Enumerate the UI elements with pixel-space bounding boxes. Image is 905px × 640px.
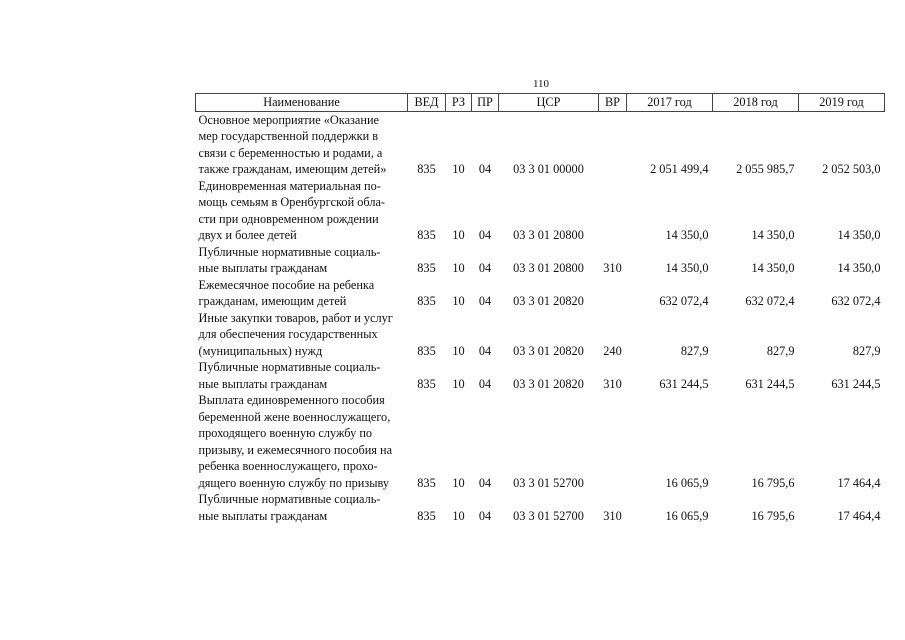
item-name-line: ные выплаты гражданам xyxy=(198,376,328,391)
pr-cell: 04 xyxy=(478,228,492,242)
amount-2017-cell: 16 065,9 xyxy=(665,475,709,490)
header-row xyxy=(196,94,885,112)
pr-cell: 04 xyxy=(478,162,492,176)
ved-cell: 835 xyxy=(417,294,436,308)
amount-2018-cell: 827,9 xyxy=(766,343,795,358)
ved-cell: 835 xyxy=(417,508,436,523)
vr-cell xyxy=(599,111,627,178)
amount-2017-cell: 14 350,0 xyxy=(665,261,709,275)
csr-cell: 03 3 01 20800 xyxy=(513,261,584,275)
csr-cell: 03 3 01 52700 xyxy=(513,475,584,490)
amount-2017-cell: 14 350,0 xyxy=(665,228,709,242)
item-name-cell xyxy=(196,310,408,360)
column-header: 2018 год xyxy=(713,94,799,112)
amount-2017-cell: 631 244,5 xyxy=(659,376,709,391)
rz-cell: 10 xyxy=(452,376,465,391)
csr-cell: 03 3 01 20820 xyxy=(513,294,584,308)
rz-cell: 10 xyxy=(452,508,465,523)
amount-2017-cell: 16 065,9 xyxy=(665,508,709,523)
ved-cell: 835 xyxy=(417,475,436,490)
pr-cell: 04 xyxy=(478,343,492,358)
table-body xyxy=(196,111,885,524)
item-name-line: мер государственной поддержки в xyxy=(198,129,379,143)
table-row xyxy=(196,178,885,244)
item-name-line: двух и более детей xyxy=(198,228,297,242)
amount-2017-cell: 2 051 499,4 xyxy=(650,162,709,176)
table-row xyxy=(196,359,885,392)
table-row xyxy=(196,392,885,491)
item-name-line: Ежемесячное пособие на ребенка xyxy=(198,277,375,292)
ved-cell: 835 xyxy=(417,376,436,391)
item-name-line: призыву, и ежемесячного пособия на xyxy=(198,442,393,457)
rz-cell: 10 xyxy=(452,228,465,242)
amount-2018-cell: 16 795,6 xyxy=(751,475,795,490)
amount-2019-cell: 2 052 503,0 xyxy=(822,162,881,176)
item-name-line: Публичные нормативные социаль- xyxy=(198,244,381,259)
amount-2019-cell: 632 072,4 xyxy=(831,294,881,308)
amount-2017-cell: 632 072,4 xyxy=(659,294,709,308)
amount-2019-cell: 17 464,4 xyxy=(837,508,881,523)
item-name-line: ные выплаты гражданам xyxy=(198,261,328,275)
vr-cell xyxy=(599,277,627,310)
vr-cell: 310 xyxy=(603,376,622,391)
item-name-line: для обеспечения государственных xyxy=(198,327,378,341)
amount-2018-cell: 631 244,5 xyxy=(745,376,795,391)
amount-2019-cell: 14 350,0 xyxy=(837,228,881,242)
amount-2019-cell: 827,9 xyxy=(852,343,881,358)
ved-cell: 835 xyxy=(417,162,436,176)
vr-cell xyxy=(599,178,627,244)
pr-cell: 04 xyxy=(478,475,492,490)
ved-cell: 835 xyxy=(417,343,436,358)
column-header: ВЕД xyxy=(408,94,446,112)
table-row xyxy=(196,111,885,178)
item-name-cell xyxy=(196,277,408,310)
table-row xyxy=(196,244,885,277)
amount-2017-cell: 827,9 xyxy=(680,343,709,358)
amount-2019-cell: 631 244,5 xyxy=(831,376,881,391)
amount-2018-cell: 2 055 985,7 xyxy=(736,162,795,176)
item-name-line: (муниципальных) нужд xyxy=(198,343,323,358)
amount-2018-cell: 16 795,6 xyxy=(751,508,795,523)
page-number: 110 xyxy=(532,78,550,90)
column-header: Наименование xyxy=(196,94,408,112)
pr-cell: 04 xyxy=(478,508,492,523)
pr-cell: 04 xyxy=(478,261,492,275)
csr-cell: 03 3 01 00000 xyxy=(513,162,584,176)
ved-cell: 835 xyxy=(417,261,436,275)
amount-2019-cell: 14 350,0 xyxy=(837,261,881,275)
csr-cell: 03 3 01 52700 xyxy=(513,508,584,523)
item-name-line: Единовременная материальная по- xyxy=(198,178,381,193)
pr-cell: 04 xyxy=(478,294,492,308)
column-header: 2017 год xyxy=(627,94,713,112)
csr-cell: 03 3 01 20820 xyxy=(513,376,584,391)
item-name-line: проходящего военную службу по xyxy=(198,426,373,440)
item-name-line: связи с беременностью и родами, а xyxy=(198,145,383,160)
item-name-line: мощь семьям в Оренбургской обла- xyxy=(198,195,386,209)
column-header: 2019 год xyxy=(799,94,885,112)
column-header: ПР xyxy=(472,94,499,112)
item-name-cell xyxy=(196,392,408,491)
column-header: ВР xyxy=(599,94,627,112)
table-row xyxy=(196,310,885,360)
pr-cell: 04 xyxy=(478,376,492,391)
rz-cell: 10 xyxy=(452,261,465,275)
rz-cell: 10 xyxy=(452,343,465,358)
column-header: РЗ xyxy=(446,94,472,112)
rz-cell: 10 xyxy=(452,294,465,308)
table-row xyxy=(196,491,885,524)
column-header: ЦСР xyxy=(499,94,599,112)
rz-cell: 10 xyxy=(452,162,465,176)
item-name-line: гражданам, имеющим детей xyxy=(198,294,347,308)
amount-2018-cell: 14 350,0 xyxy=(751,261,795,275)
item-name-cell xyxy=(196,178,408,244)
amount-2019-cell: 17 464,4 xyxy=(837,475,881,490)
item-name-line: Выплата единовременного пособия xyxy=(198,393,385,407)
item-name-cell xyxy=(196,359,408,392)
vr-cell: 310 xyxy=(603,508,622,523)
item-name-line: также гражданам, имеющим детей» xyxy=(198,162,387,176)
amount-2018-cell: 14 350,0 xyxy=(751,228,795,242)
item-name-line: ные выплаты гражданам xyxy=(198,508,328,523)
csr-cell: 03 3 01 20800 xyxy=(513,228,584,242)
csr-cell: 03 3 01 20820 xyxy=(513,343,584,358)
item-name-line: ребенка военнослужащего, прохо- xyxy=(198,459,378,473)
item-name-line: дящего военную службу по призыву xyxy=(198,475,390,490)
vr-cell: 240 xyxy=(603,343,622,358)
item-name-line: Публичные нормативные социаль- xyxy=(198,360,381,374)
item-name-cell xyxy=(196,491,408,524)
item-name-line: беременной жене военнослужащего, xyxy=(198,409,391,424)
ved-cell: 835 xyxy=(417,228,436,242)
table-row xyxy=(196,277,885,310)
rz-cell: 10 xyxy=(452,475,465,490)
item-name-line: Иные закупки товаров, работ и услуг xyxy=(198,310,393,325)
item-name-cell xyxy=(196,244,408,277)
vr-cell xyxy=(599,392,627,491)
vr-cell: 310 xyxy=(603,261,622,275)
item-name-cell xyxy=(196,111,408,178)
budget-table xyxy=(195,93,885,524)
item-name-line: Основное мероприятие «Оказание xyxy=(198,112,379,127)
item-name-line: Публичные нормативные социаль- xyxy=(198,492,381,506)
item-name-line: сти при одновременном рождении xyxy=(198,211,379,226)
amount-2018-cell: 632 072,4 xyxy=(745,294,795,308)
